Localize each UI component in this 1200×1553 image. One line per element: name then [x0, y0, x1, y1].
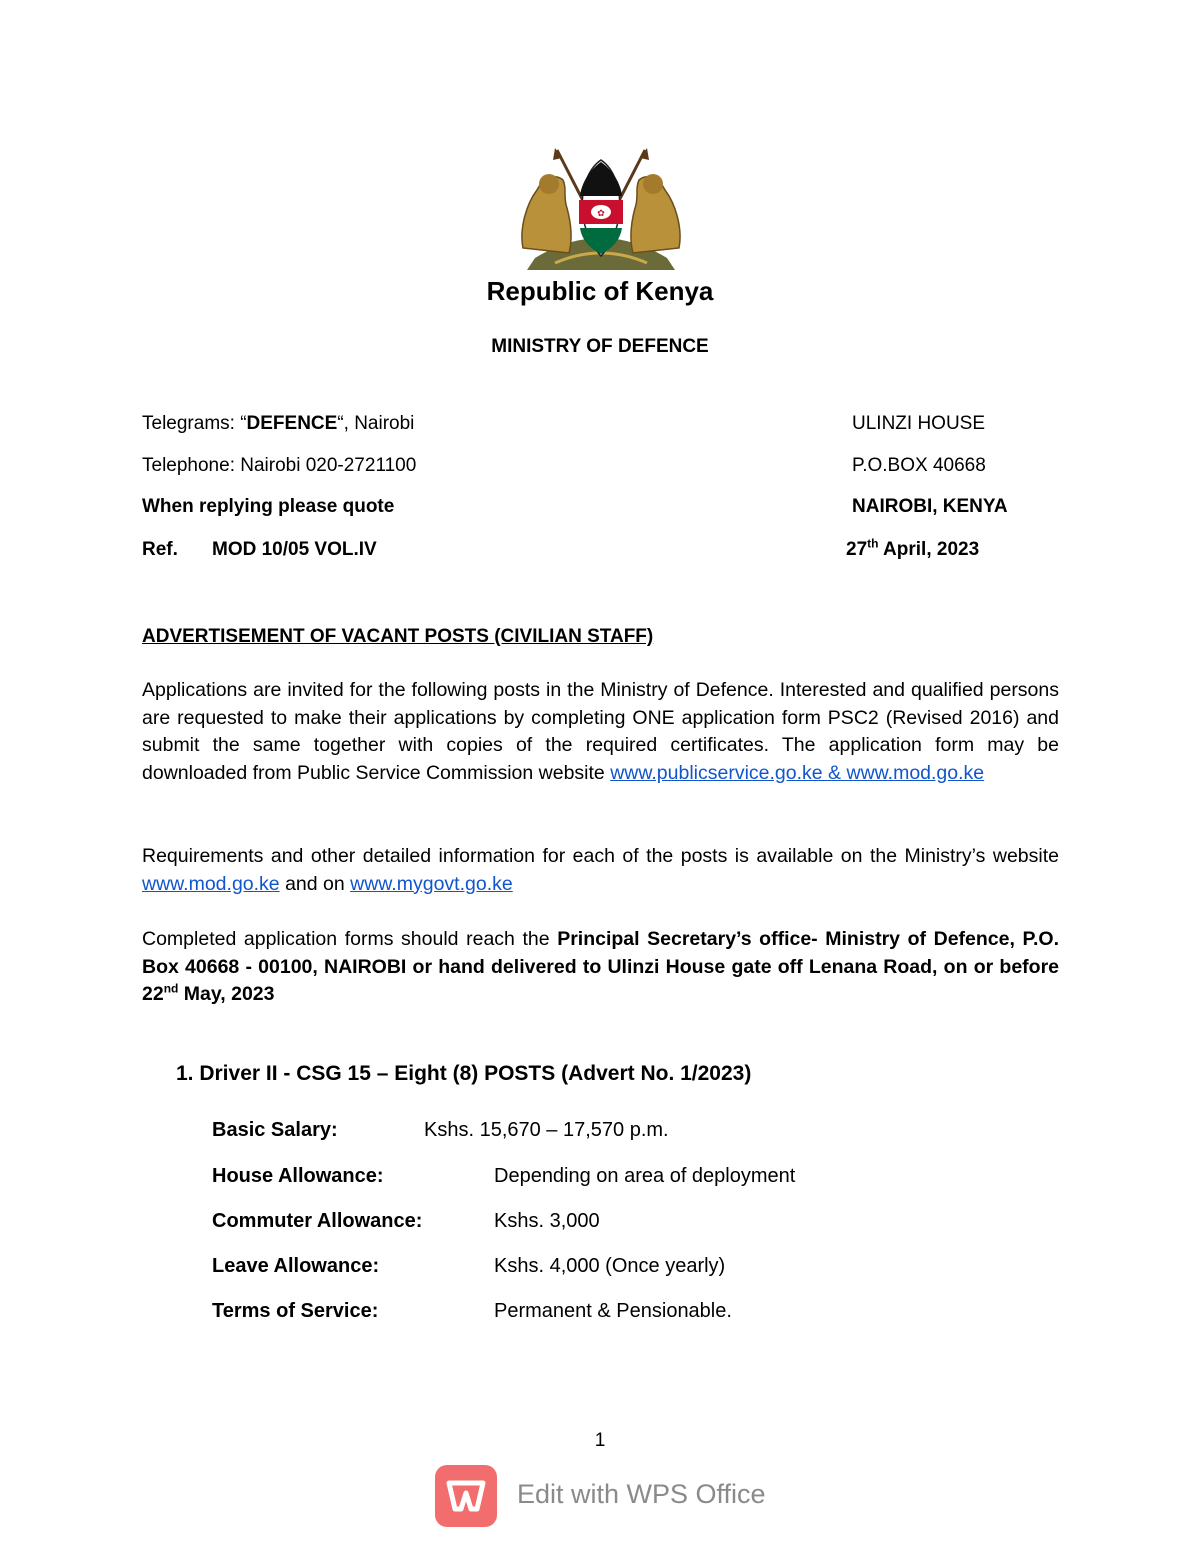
house-allowance-label: House Allowance:	[212, 1165, 384, 1187]
kenya-coat-of-arms-icon	[515, 148, 687, 273]
mygovt-link[interactable]: www.mygovt.go.ke	[350, 872, 513, 895]
wps-edit-text: Edit with WPS Office	[517, 1479, 766, 1509]
ministry-name: MINISTRY OF DEFENCE	[491, 336, 709, 357]
terms-of-service-label: Terms of Service:	[212, 1300, 379, 1322]
house-allowance-value: Depending on area of deployment	[494, 1165, 796, 1187]
publicservice-link[interactable]: www.publicservice.go.ke	[610, 761, 829, 784]
ref-value: MOD 10/05 VOL.IV	[212, 539, 377, 560]
submission-paragraph: Completed application forms should reach the Principal Secretary’s office- Ministry of Defence, P.O. Box 40668 - 00100, NAIROBI or hand delivered to Ulinzi House gate off Lenana Road, on or before 22nd May, 2023	[142, 928, 1059, 1005]
advert-heading: ADVERTISEMENT OF VACANT POSTS (CIVILIAN STAFF)	[142, 626, 654, 647]
mod-link[interactable]: www.mod.go.ke	[846, 761, 985, 784]
svg-text:✿: ✿	[597, 209, 605, 219]
basic-salary-value: Kshs. 15,670 – 17,570 p.m.	[424, 1119, 669, 1141]
mod-website-link[interactable]: www.mod.go.ke	[142, 872, 280, 895]
leave-allowance-label: Leave Allowance:	[212, 1255, 380, 1277]
intro-paragraph: Applications are invited for the following posts in the Ministry of Defence. Interested and qualified persons are requested to make their applications by completing ONE application form PSC2 (Revised 2016) and submit the same together with copies of the required certificates. The application form may be downloaded from Public Service Commission website www.publicservice.go.ke & www.mod.go.ke	[142, 679, 1059, 784]
address-line-1: ULINZI HOUSE	[852, 413, 986, 434]
commuter-allowance-label: Commuter Allowance:	[212, 1210, 423, 1232]
page-title: Republic of Kenya	[486, 276, 714, 306]
wps-edit-banner[interactable]	[435, 1465, 795, 1529]
address-line-2: P.O.BOX 40668	[852, 455, 986, 476]
commuter-allowance-value: Kshs. 3,000	[494, 1210, 600, 1232]
post-title: 1. Driver II - CSG 15 – Eight (8) POSTS (Advert No. 1/2023)	[176, 1062, 752, 1085]
address-line-3: NAIROBI, KENYA	[852, 496, 1008, 517]
replying-line: When replying please quote	[142, 496, 395, 517]
ampersand: &	[828, 761, 847, 784]
telephone-line: Telephone: Nairobi 020-2721100	[142, 455, 417, 476]
terms-of-service-value: Permanent & Pensionable.	[494, 1300, 732, 1322]
telegrams-line: Telegrams: “DEFENCE“, Nairobi	[142, 413, 415, 434]
leave-allowance-value: Kshs. 4,000 (Once yearly)	[494, 1255, 726, 1277]
ref-label: Ref.	[142, 539, 178, 560]
page-number: 1	[594, 1430, 606, 1451]
wps-logo-icon	[435, 1465, 497, 1527]
requirements-paragraph: Requirements and other detailed information for each of the posts is available on the Ministry’s website www.mod.go.ke and on www.mygovt.go.ke	[142, 845, 1059, 895]
basic-salary-label: Basic Salary:	[212, 1119, 338, 1141]
letter-date: 27th April, 2023	[846, 536, 980, 560]
